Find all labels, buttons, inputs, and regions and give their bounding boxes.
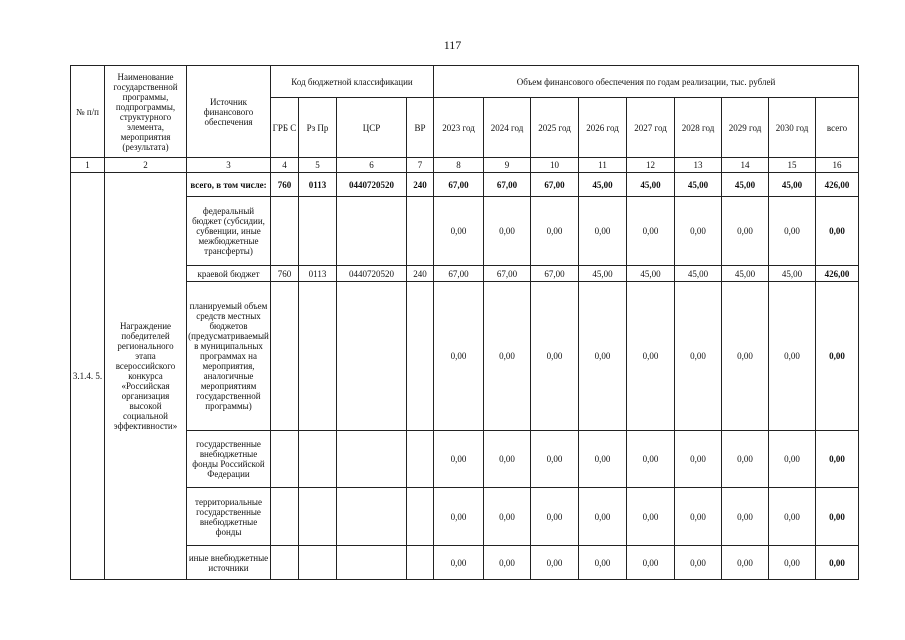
code-vr xyxy=(407,488,434,546)
header-number: № п/п xyxy=(71,66,105,158)
value-cell: 45,00 xyxy=(722,173,769,197)
header-name: Наименование государственной программы, подпрограммы, структурного элемента, мероприятия (результата) xyxy=(105,66,187,158)
total-cell: 426,00 xyxy=(816,173,859,197)
value-cell: 0,00 xyxy=(722,431,769,488)
header-code-grbs: ГРБ С xyxy=(271,98,299,158)
header-year: 2027 год xyxy=(627,98,675,158)
total-cell: 0,00 xyxy=(816,282,859,431)
column-number: 6 xyxy=(337,158,407,173)
code-rzpr xyxy=(299,488,337,546)
value-cell: 0,00 xyxy=(769,488,816,546)
code-vr xyxy=(407,546,434,580)
source-cell: территориальные государственные внебюджетные фонды xyxy=(187,488,271,546)
source-cell: федеральный бюджет (субсидии, субвенции, иные межбюджетные трансферты) xyxy=(187,197,271,266)
value-cell: 0,00 xyxy=(434,546,484,580)
total-cell: 0,00 xyxy=(816,197,859,266)
item-name: Награждение победителей регионального этапа всероссийского конкурса «Российская организация высокой социальной эффективности» xyxy=(105,173,187,580)
code-rzpr xyxy=(299,546,337,580)
column-number: 7 xyxy=(407,158,434,173)
code-grbs xyxy=(271,197,299,266)
code-csr xyxy=(337,431,407,488)
value-cell: 0,00 xyxy=(531,197,579,266)
value-cell: 0,00 xyxy=(531,546,579,580)
value-cell: 67,00 xyxy=(484,173,531,197)
value-cell: 0,00 xyxy=(675,197,722,266)
value-cell: 0,00 xyxy=(722,282,769,431)
value-cell: 0,00 xyxy=(484,546,531,580)
code-csr xyxy=(337,197,407,266)
code-grbs xyxy=(271,488,299,546)
value-cell: 0,00 xyxy=(579,488,627,546)
value-cell: 0,00 xyxy=(627,282,675,431)
page-number: 117 xyxy=(443,38,462,52)
value-cell: 67,00 xyxy=(531,266,579,282)
header-year: 2028 год xyxy=(675,98,722,158)
value-cell: 0,00 xyxy=(434,431,484,488)
code-grbs xyxy=(271,546,299,580)
table-row-regional xyxy=(71,266,859,282)
value-cell: 0,00 xyxy=(722,197,769,266)
code-rzpr xyxy=(299,197,337,266)
value-cell: 0,00 xyxy=(627,431,675,488)
value-cell: 0,00 xyxy=(434,282,484,431)
code-grbs xyxy=(271,282,299,431)
budget-table xyxy=(70,65,859,580)
header-year: 2026 год xyxy=(579,98,627,158)
code-rzpr: 0113 xyxy=(299,173,337,197)
header-code-vr: ВР xyxy=(407,98,434,158)
code-grbs: 760 xyxy=(271,266,299,282)
value-cell: 0,00 xyxy=(484,431,531,488)
value-cell: 0,00 xyxy=(434,197,484,266)
value-cell: 0,00 xyxy=(627,197,675,266)
value-cell: 45,00 xyxy=(579,173,627,197)
value-cell: 0,00 xyxy=(484,488,531,546)
value-cell: 0,00 xyxy=(484,282,531,431)
table-row-territorial-funds xyxy=(71,488,859,546)
value-cell: 0,00 xyxy=(627,488,675,546)
value-cell: 45,00 xyxy=(579,266,627,282)
code-vr: 240 xyxy=(407,266,434,282)
table-row-local xyxy=(71,282,859,431)
column-number: 5 xyxy=(299,158,337,173)
value-cell: 0,00 xyxy=(675,431,722,488)
header-code-csr: ЦСР xyxy=(337,98,407,158)
column-number: 15 xyxy=(769,158,816,173)
code-csr xyxy=(337,546,407,580)
column-number: 11 xyxy=(579,158,627,173)
value-cell: 0,00 xyxy=(579,197,627,266)
header-year: 2029 год xyxy=(722,98,769,158)
code-rzpr xyxy=(299,431,337,488)
value-cell: 67,00 xyxy=(434,266,484,282)
total-cell: 0,00 xyxy=(816,431,859,488)
source-cell: государственные внебюджетные фонды Российской Федерации xyxy=(187,431,271,488)
value-cell: 45,00 xyxy=(769,173,816,197)
code-vr: 240 xyxy=(407,173,434,197)
header-row-1 xyxy=(71,66,859,98)
header-year: 2030 год xyxy=(769,98,816,158)
header-code-rzpr: Рз Пр xyxy=(299,98,337,158)
table-row-total xyxy=(71,173,859,197)
value-cell: 45,00 xyxy=(627,266,675,282)
code-csr xyxy=(337,488,407,546)
value-cell: 0,00 xyxy=(722,546,769,580)
total-cell: 0,00 xyxy=(816,546,859,580)
value-cell: 0,00 xyxy=(769,197,816,266)
code-csr: 0440720520 xyxy=(337,173,407,197)
table-row-federal xyxy=(71,197,859,266)
value-cell: 0,00 xyxy=(627,546,675,580)
source-cell: планируемый объем средств местных бюджетов (предусматриваемый в муниципальных программах на мероприятия, аналогичные мероприятиям государственной программы) xyxy=(187,282,271,431)
column-number: 16 xyxy=(816,158,859,173)
code-csr xyxy=(337,282,407,431)
value-cell: 0,00 xyxy=(722,488,769,546)
value-cell: 0,00 xyxy=(579,282,627,431)
total-cell: 0,00 xyxy=(816,488,859,546)
column-number: 12 xyxy=(627,158,675,173)
column-number: 2 xyxy=(105,158,187,173)
code-grbs: 760 xyxy=(271,173,299,197)
code-vr xyxy=(407,282,434,431)
header-total: всего xyxy=(816,98,859,158)
total-cell: 426,00 xyxy=(816,266,859,282)
header-year: 2024 год xyxy=(484,98,531,158)
item-number: 3.1.4. 5. xyxy=(71,173,105,580)
code-rzpr xyxy=(299,282,337,431)
value-cell: 0,00 xyxy=(531,431,579,488)
value-cell: 0,00 xyxy=(675,546,722,580)
table-row-federal-funds xyxy=(71,431,859,488)
value-cell: 0,00 xyxy=(675,282,722,431)
header-year: 2023 год xyxy=(434,98,484,158)
code-grbs xyxy=(271,431,299,488)
value-cell: 0,00 xyxy=(484,197,531,266)
header-source: Источник финансового обеспечения xyxy=(187,66,271,158)
source-cell: всего, в том числе: xyxy=(187,173,271,197)
value-cell: 0,00 xyxy=(579,431,627,488)
source-cell: краевой бюджет xyxy=(187,266,271,282)
value-cell: 45,00 xyxy=(675,173,722,197)
column-number: 3 xyxy=(187,158,271,173)
column-number: 9 xyxy=(484,158,531,173)
code-csr: 0440720520 xyxy=(337,266,407,282)
value-cell: 0,00 xyxy=(531,282,579,431)
source-cell: иные внебюджетные источники xyxy=(187,546,271,580)
value-cell: 0,00 xyxy=(769,431,816,488)
value-cell: 45,00 xyxy=(722,266,769,282)
value-cell: 67,00 xyxy=(484,266,531,282)
table-row-other-sources xyxy=(71,546,859,580)
header-group-years: Объем финансового обеспечения по годам реализации, тыс. рублей xyxy=(434,66,859,98)
column-number: 8 xyxy=(434,158,484,173)
value-cell: 0,00 xyxy=(769,546,816,580)
value-cell: 0,00 xyxy=(531,488,579,546)
value-cell: 67,00 xyxy=(434,173,484,197)
column-number: 13 xyxy=(675,158,722,173)
header-group-codes: Код бюджетной классификации xyxy=(271,66,434,98)
column-number: 1 xyxy=(71,158,105,173)
code-rzpr: 0113 xyxy=(299,266,337,282)
value-cell: 45,00 xyxy=(769,266,816,282)
value-cell: 0,00 xyxy=(675,488,722,546)
header-year: 2025 год xyxy=(531,98,579,158)
value-cell: 45,00 xyxy=(675,266,722,282)
column-number: 10 xyxy=(531,158,579,173)
value-cell: 45,00 xyxy=(627,173,675,197)
column-number: 14 xyxy=(722,158,769,173)
value-cell: 67,00 xyxy=(531,173,579,197)
code-vr xyxy=(407,197,434,266)
value-cell: 0,00 xyxy=(579,546,627,580)
value-cell: 0,00 xyxy=(769,282,816,431)
column-number-row xyxy=(71,158,859,173)
value-cell: 0,00 xyxy=(434,488,484,546)
column-number: 4 xyxy=(271,158,299,173)
code-vr xyxy=(407,431,434,488)
